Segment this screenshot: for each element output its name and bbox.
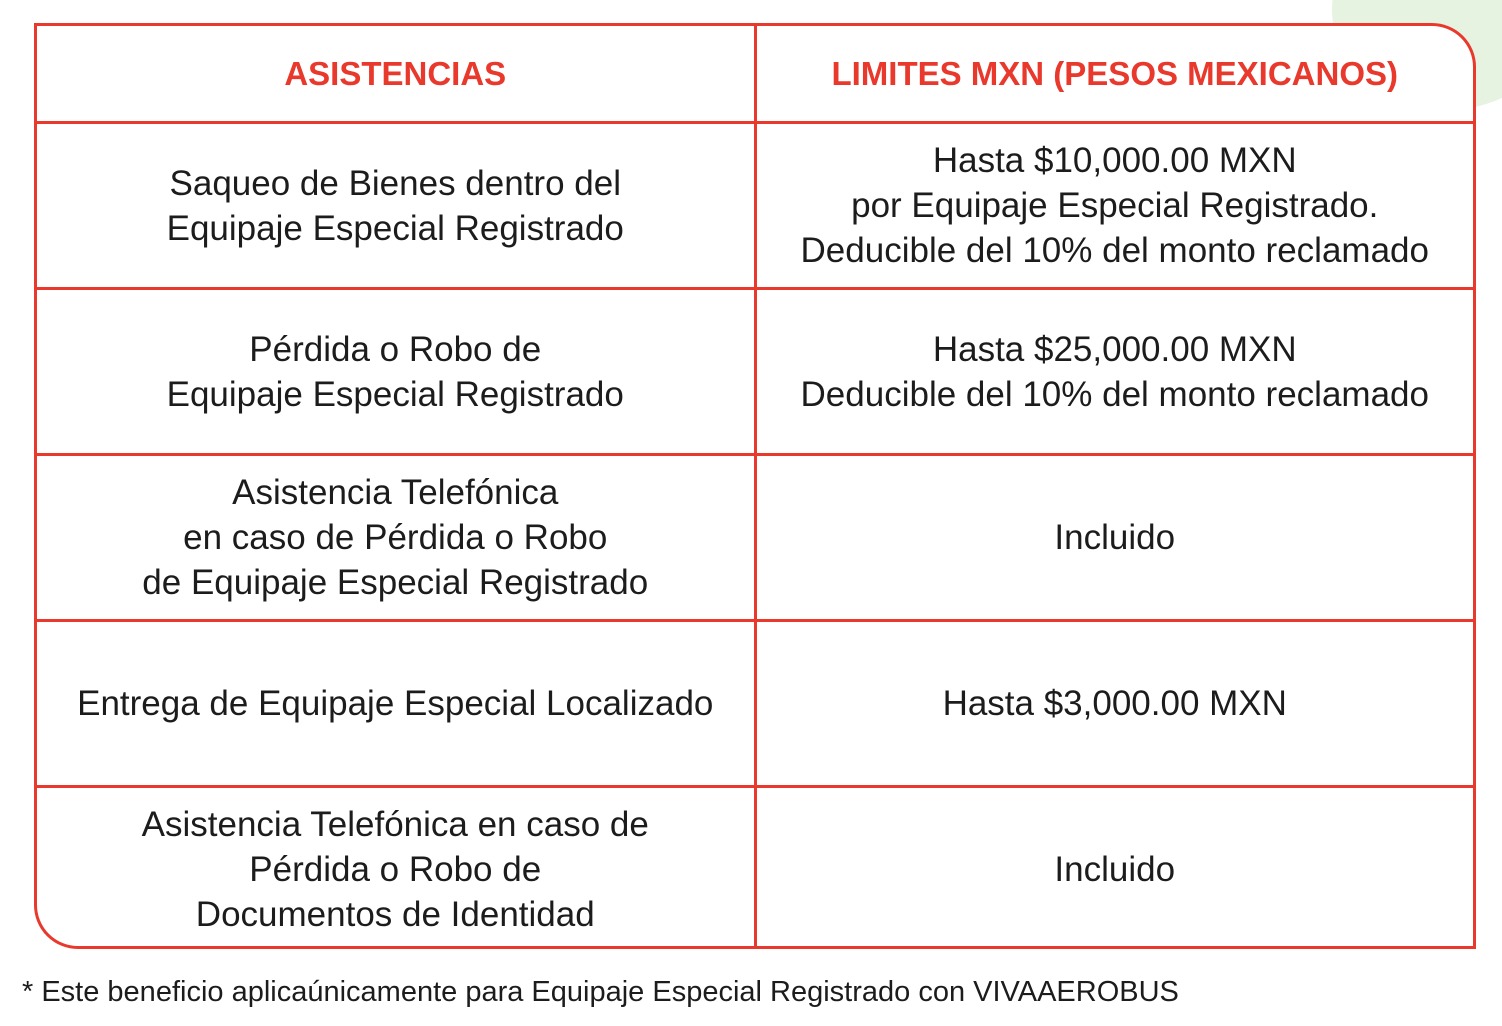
table-header-row [37, 26, 1473, 123]
cell-line: Incluido [1054, 850, 1176, 889]
table-row [37, 787, 1473, 950]
table-row [37, 123, 1473, 289]
limit-cell [755, 123, 1473, 289]
assistance-cell [37, 289, 755, 455]
limit-cell [755, 787, 1473, 950]
cell-line: Pérdida o Robo de [249, 850, 542, 889]
header-limites: LIMITES MXN (PESOS MEXICANOS) [755, 26, 1473, 123]
cell-line: Pérdida o Robo de [249, 329, 542, 369]
cell-line: Saqueo de Bienes dentro del [169, 163, 621, 203]
cell-line: en caso de Pérdida o Robo [183, 518, 608, 557]
cell-line: Deducible del 10% del monto reclamado [800, 231, 1429, 270]
cell-line: Hasta $3,000.00 MXN [942, 684, 1287, 723]
cell-line: Deducible del 10% del monto reclamado [800, 374, 1429, 414]
cell-line: Asistencia Telefónica [232, 473, 559, 512]
assistance-cell [37, 621, 755, 787]
assistance-cell [37, 123, 755, 289]
limit-cell [755, 289, 1473, 455]
benefits-table-frame [34, 23, 1476, 949]
footnote: * Este beneficio aplicaúnicamente para Equipaje Especial Registrado con VIVAAEROBUS [22, 976, 1179, 1008]
cell-line: Equipaje Especial Registrado [166, 208, 624, 248]
table-row [37, 455, 1473, 621]
cell-line: Asistencia Telefónica en caso de [141, 805, 649, 844]
limit-cell [755, 621, 1473, 787]
assistance-cell [37, 787, 755, 950]
cell-line: Hasta $25,000.00 MXN [932, 329, 1297, 369]
limit-cell [755, 455, 1473, 621]
cell-line: de Equipaje Especial Registrado [142, 563, 649, 602]
header-asistencias: ASISTENCIAS [37, 26, 755, 123]
cell-line: Incluido [1054, 518, 1176, 557]
cell-line: Entrega de Equipaje Especial Localizado [77, 684, 714, 723]
cell-line: Documentos de Identidad [195, 895, 595, 934]
benefits-table [37, 26, 1473, 949]
assistance-cell [37, 455, 755, 621]
table-row [37, 289, 1473, 455]
cell-line: Hasta $10,000.00 MXN [932, 141, 1297, 180]
table-row [37, 621, 1473, 787]
cell-line: por Equipaje Especial Registrado. [851, 186, 1379, 225]
cell-line: Equipaje Especial Registrado [166, 374, 624, 414]
